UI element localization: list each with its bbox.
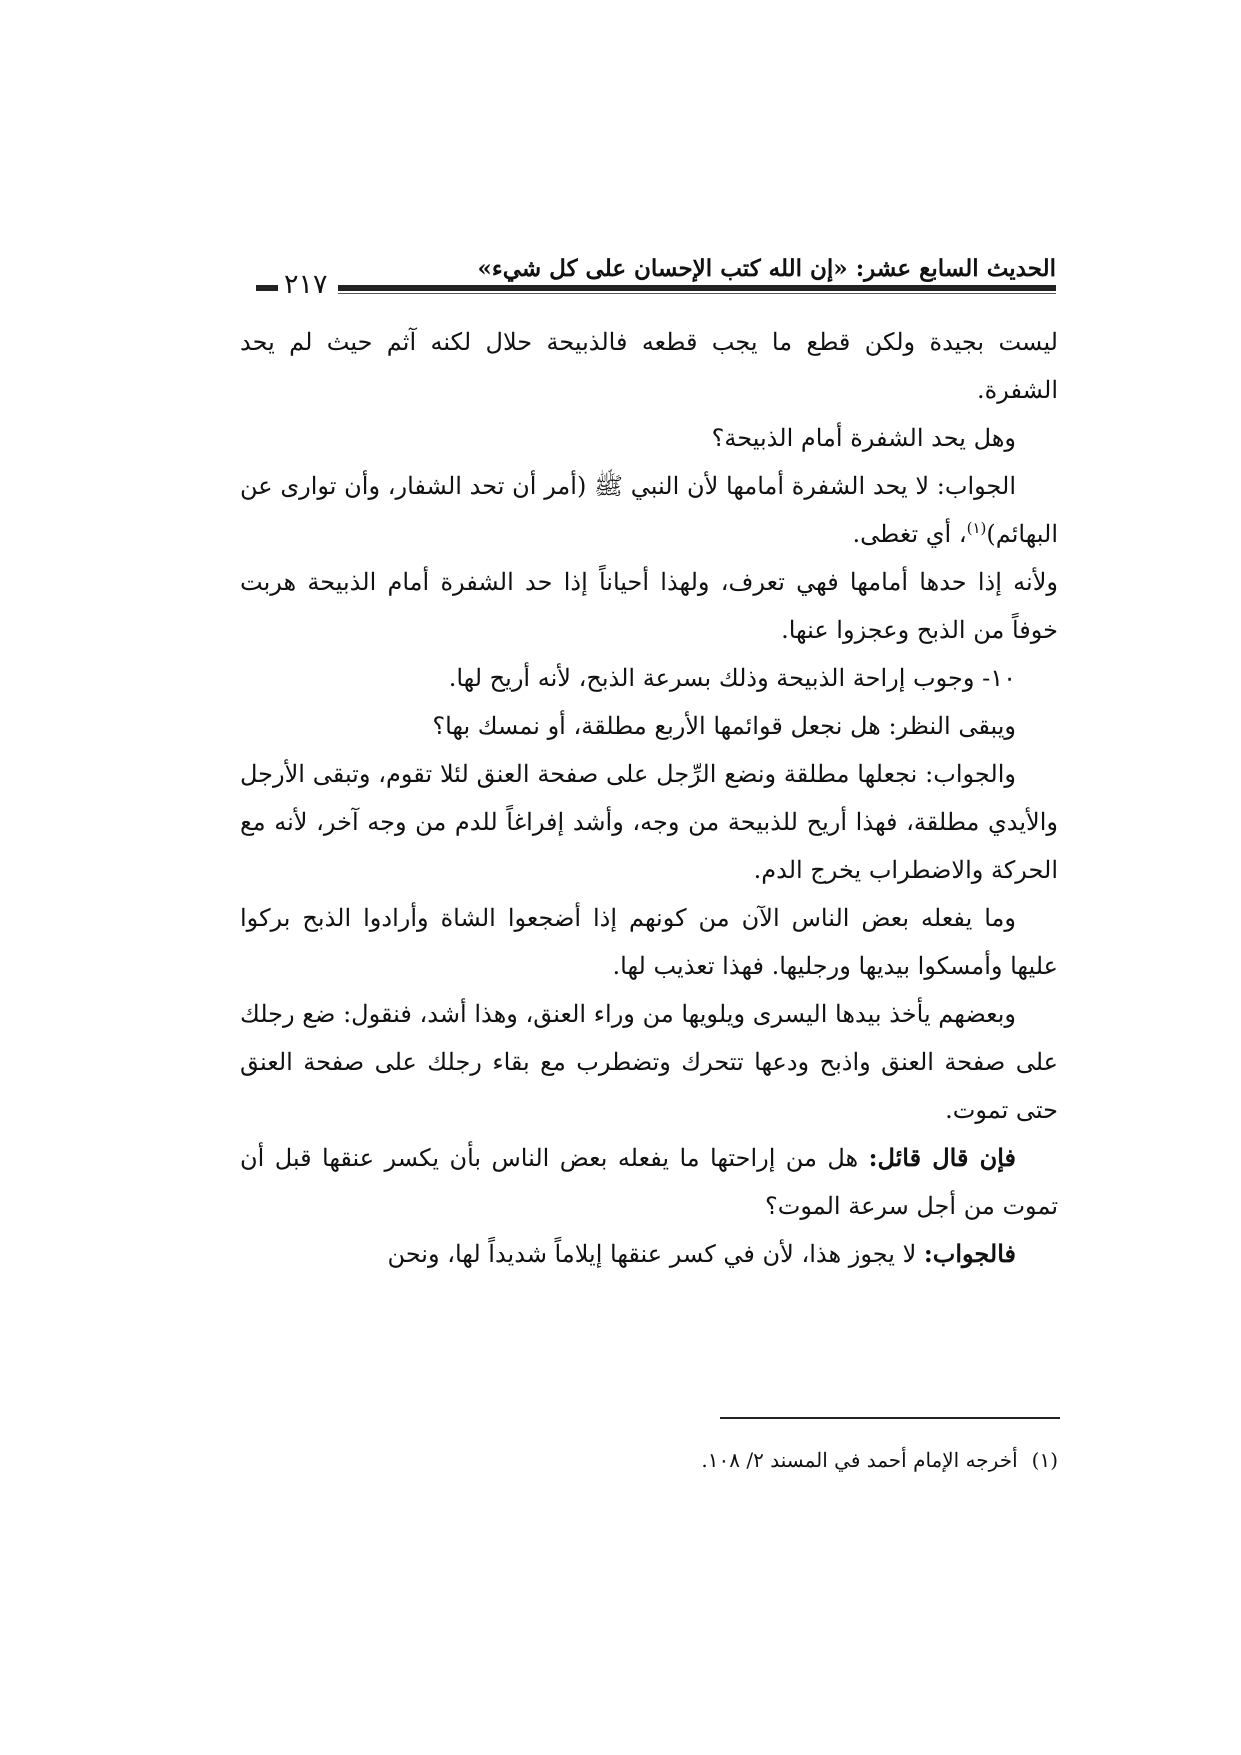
header-rule-thin	[338, 293, 1056, 294]
page-number-dash	[256, 285, 278, 291]
paragraph-4: ولأنه إذا حدها أمامها فهي تعرف، ولهذا أحياناً إذا حد الشفرة أمام الذبيحة هربت خوفاً من الذبح وعجزوا عنها.	[240, 568, 1058, 644]
paragraph-10-text: هل من إراحتها ما يفعله بعض الناس بأن يكسر عنقها قبل أن تموت من أجل سرعة الموت؟	[240, 1144, 1058, 1220]
paragraph-3	[240, 462, 1058, 558]
header-rule	[338, 285, 1056, 291]
paragraph-1: ليست بجيدة ولكن قطع ما يجب قطعه فالذبيحة حلال لكنه آثم حيث لم يحد الشفرة.	[240, 328, 1058, 404]
paragraph-5: ١٠- وجوب إراحة الذبيحة وذلك بسرعة الذبح، لأنه أريح لها.	[448, 664, 1016, 692]
paragraph-8: وما يفعله بعض الناس الآن من كونهم إذا أضجعوا الشاة وأرادوا الذبح بركوا عليها وأمسكوا بيديها ورجليها. فهذا تعذيب لها.	[240, 904, 1058, 980]
running-title: الحديث السابع عشر: «إن الله كتب الإحسان على كل شيء»	[477, 255, 1056, 282]
lead-in-answer: فالجواب:	[923, 1239, 1016, 1268]
paragraph-7: والجواب: نجعلها مطلقة ونضع الرِّجل على صفحة العنق لئلا تقوم، وتبقى الأرجل والأيدي مطلقة، فهذا أريح للذبيحة من وجه، وأشد إفراغاً للدم من وجه آخر، لأنه مع الحركة والاضطراب يخرج الدم.	[240, 760, 1059, 884]
paragraph-10	[240, 1134, 1058, 1230]
paragraph-3-text: الجواب: لا يحد الشفرة أمامها لأن النبي ﷺ (أمر أن تحد الشفار، وأن توارى عن البهائم)	[240, 472, 1058, 548]
paragraph-11-text: لا يجوز هذا، لأن في كسر عنقها إيلاماً شديداً لها، ونحن	[387, 1240, 917, 1268]
paragraph-11	[240, 1230, 1058, 1278]
body-text	[240, 318, 1058, 1278]
footnote-rule	[720, 1417, 1060, 1419]
footnote-ref[interactable]: (١)	[966, 519, 987, 537]
paragraph-9: وبعضهم يأخذ بيدها اليسرى ويلويها من وراء العنق، وهذا أشد، فنقول: ضع رجلك على صفحة العنق واذبح ودعها تتحرك وتضطرب مع بقاء رجلك على صفحة العنق حتى تموت.	[240, 1000, 1058, 1124]
paragraph-2: وهل يحد الشفرة أمام الذبيحة؟	[711, 424, 1016, 452]
lead-in-question: فإن قال قائل:	[868, 1143, 1016, 1172]
footnote	[701, 1448, 1058, 1472]
page-number: ٢١٧	[284, 269, 328, 300]
paragraph-6: ويبقى النظر: هل نجعل قوائمها الأربع مطلقة، أو نمسك بها؟	[432, 712, 1016, 740]
paragraph-3-tail: ، أي تغطى.	[852, 520, 967, 548]
footnote-text: أخرجه الإمام أحمد في المسند ٢/ ١٠٨.	[701, 1448, 1018, 1472]
running-header	[256, 255, 1056, 303]
footnote-number: (١)	[1031, 1448, 1058, 1472]
